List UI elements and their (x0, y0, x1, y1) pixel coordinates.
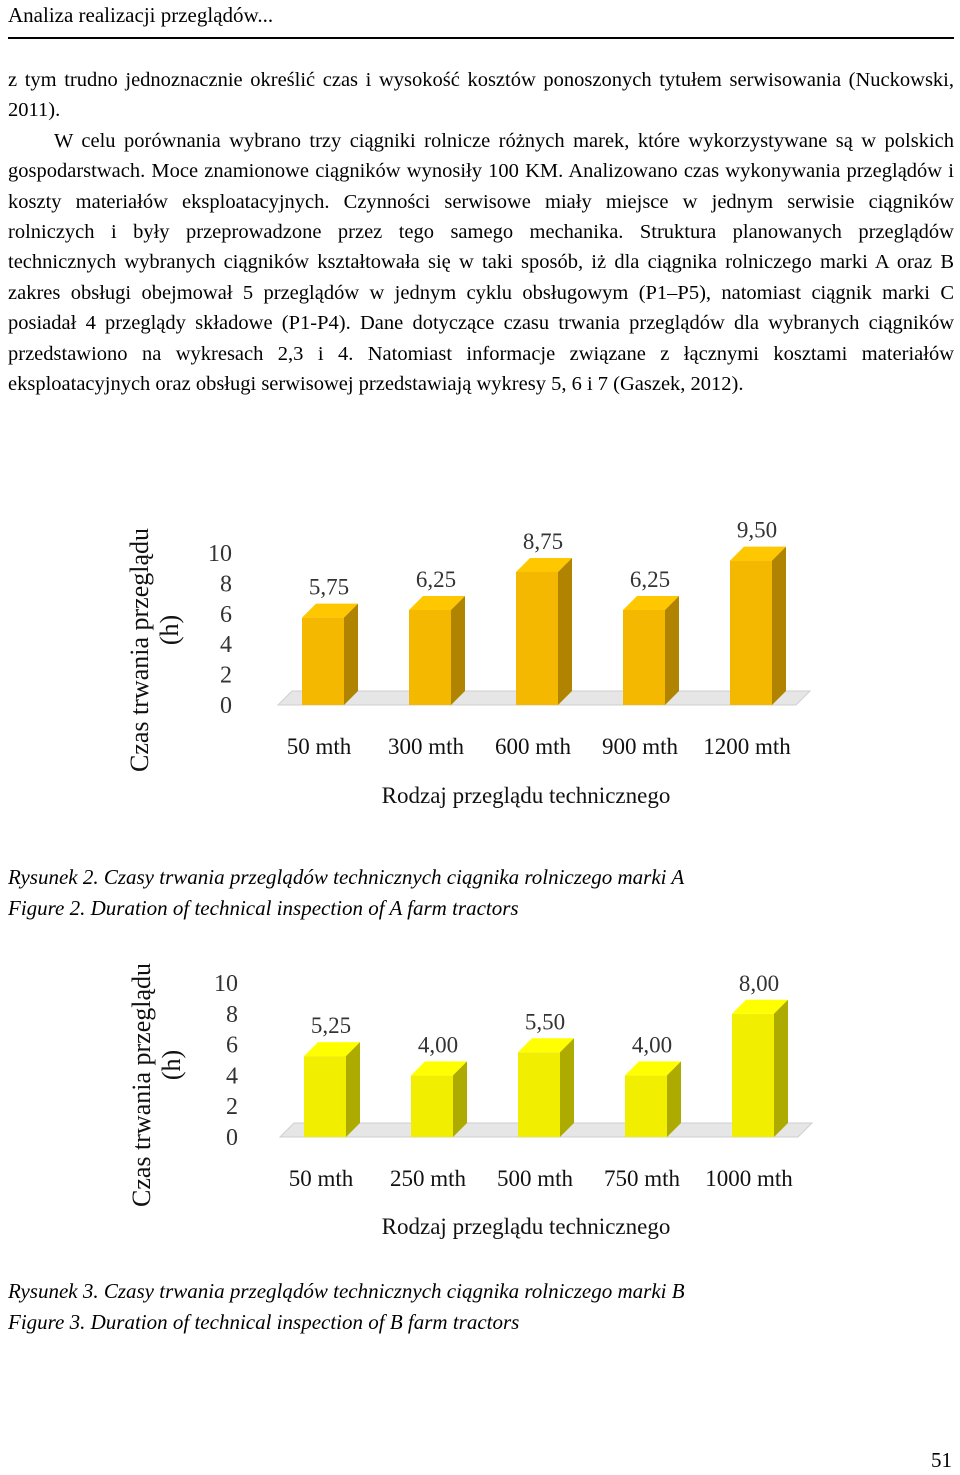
caption-english: Figure 2. Duration of technical inspection of A farm tractors (8, 896, 519, 920)
bar (516, 558, 572, 705)
y-axis-title: Czas trwania przeglądu (125, 527, 154, 773)
y-tick-label: 0 (220, 693, 232, 719)
y-tick-label: 2 (226, 1094, 238, 1121)
bar-side (772, 547, 786, 705)
y-tick-label: 4 (226, 1063, 238, 1090)
x-axis-title: Rodzaj przeglądu technicznego (381, 783, 671, 808)
bar (730, 547, 786, 705)
y-tick-label: 10 (208, 541, 232, 567)
bar-front (516, 572, 558, 705)
data-label: 4,00 (631, 1032, 673, 1058)
data-label: 6,25 (415, 567, 457, 592)
page-number: 51 (931, 1448, 952, 1472)
bar-front (730, 561, 772, 705)
data-label: 6,25 (629, 567, 671, 592)
body-text (8, 65, 954, 399)
category-label: 50 mth (286, 734, 352, 759)
x-axis-title: Rodzaj przeglądu technicznego (381, 1214, 671, 1239)
data-label: 5,25 (310, 1013, 352, 1039)
data-label: 5,50 (524, 1009, 566, 1035)
bar (409, 596, 465, 705)
bar (625, 1061, 681, 1137)
bar-side (558, 558, 572, 705)
bar (302, 604, 358, 705)
y-tick-label: 10 (214, 971, 238, 997)
caption-english: Figure 3. Duration of technical inspection of B farm tractors (8, 1310, 520, 1334)
category-label: 900 mth (601, 734, 679, 759)
y-tick-label: 6 (226, 1032, 238, 1059)
data-label: 8,00 (738, 970, 780, 996)
y-axis-unit: (h) (157, 1049, 186, 1081)
figure-2 (0, 505, 960, 825)
bar-side (665, 596, 679, 705)
y-axis-title: Czas trwania przeglądu (127, 962, 156, 1208)
data-label: 5,75 (308, 574, 350, 600)
caption-polish: Rysunek 3. Czasy trwania przeglądów technicznych ciągnika rolniczego marki B (8, 1279, 685, 1303)
header-rule (8, 37, 954, 39)
bar-front (623, 610, 665, 705)
bar-front (302, 618, 344, 705)
bar-chart-a (0, 505, 960, 825)
category-label: 1000 mth (705, 1166, 793, 1191)
running-head: Analiza realizacji przeglądów... (8, 3, 274, 27)
bar-front (625, 1075, 667, 1137)
bar-side (346, 1042, 360, 1137)
y-tick-label: 6 (220, 601, 232, 628)
y-tick-label: 4 (220, 632, 232, 659)
category-label: 50 mth (288, 1166, 354, 1191)
bar-chart-b (0, 950, 960, 1250)
y-axis-unit: (h) (155, 614, 184, 646)
bar-side (344, 604, 358, 705)
figure-3 (0, 950, 960, 1250)
figure-2-caption (8, 862, 684, 924)
bar (623, 596, 679, 705)
caption-polish: Rysunek 2. Czasy trwania przeglądów technicznych ciągnika rolniczego marki A (8, 865, 685, 889)
y-tick-label: 2 (220, 662, 232, 689)
bar-front (409, 610, 451, 705)
bar-front (518, 1052, 560, 1137)
data-label: 8,75 (522, 529, 564, 554)
y-tick-label: 0 (226, 1125, 238, 1151)
bar (304, 1042, 360, 1137)
category-label: 750 mth (603, 1166, 681, 1191)
bar (518, 1038, 574, 1137)
y-tick-label: 8 (220, 571, 232, 598)
category-label: 500 mth (496, 1166, 574, 1191)
bar (411, 1061, 467, 1137)
category-label: 600 mth (494, 734, 572, 759)
bar-side (560, 1038, 574, 1137)
bar-side (774, 1000, 788, 1137)
category-label: 1200 mth (703, 734, 791, 759)
bar (732, 1000, 788, 1137)
data-label: 4,00 (417, 1032, 459, 1058)
paragraph: W celu porównania wybrano trzy ciągniki rolnicze różnych marek, które wykorzystywane są w polskich gospodarstwach. Moce znamionowe ciągników wynosiły 100 KM. Analizowano czas wykonywania przeglądów i koszty materiałów eksploatacyjnych. Czynności serwisowe miały miejsce w jednym serwisie ciągników rolniczych i były przeprowadzone przez tego samego mechanika. Struktura planowanych przeglądów technicznych wybranych ciągników kształtowała się w taki sposób, iż dla ciągnika rolniczego marki A oraz B zakres obsługi obejmował 5 przeglądów w jednym cyklu obsługowym (P1–P5), natomiast ciągnik marki C posiadał 4 przeglądy składowe (P1-P4). Dane dotyczące czasu trwania przeglądów dla wybranych ciągników przedstawiono na wykresach 2,3 i 4. Natomiast informacje związane z łącznymi kosztami materiałów eksploatacyjnych oraz obsługi serwisowej przedstawiają wykresy 5, 6 i 7 (Gaszek, 2012). (8, 129, 954, 396)
bar-front (411, 1075, 453, 1137)
category-label: 300 mth (387, 734, 465, 759)
bar-front (732, 1014, 774, 1137)
figure-3-caption (8, 1276, 685, 1338)
bar-front (304, 1056, 346, 1137)
bar-side (451, 596, 465, 705)
y-tick-label: 8 (226, 1001, 238, 1028)
category-label: 250 mth (389, 1166, 467, 1191)
data-label: 9,50 (736, 517, 778, 543)
paragraph: z tym trudno jednoznacznie określić czas i wysokość kosztów ponoszonych tytułem serwisowania (Nuckowski, 2011). (8, 69, 954, 122)
